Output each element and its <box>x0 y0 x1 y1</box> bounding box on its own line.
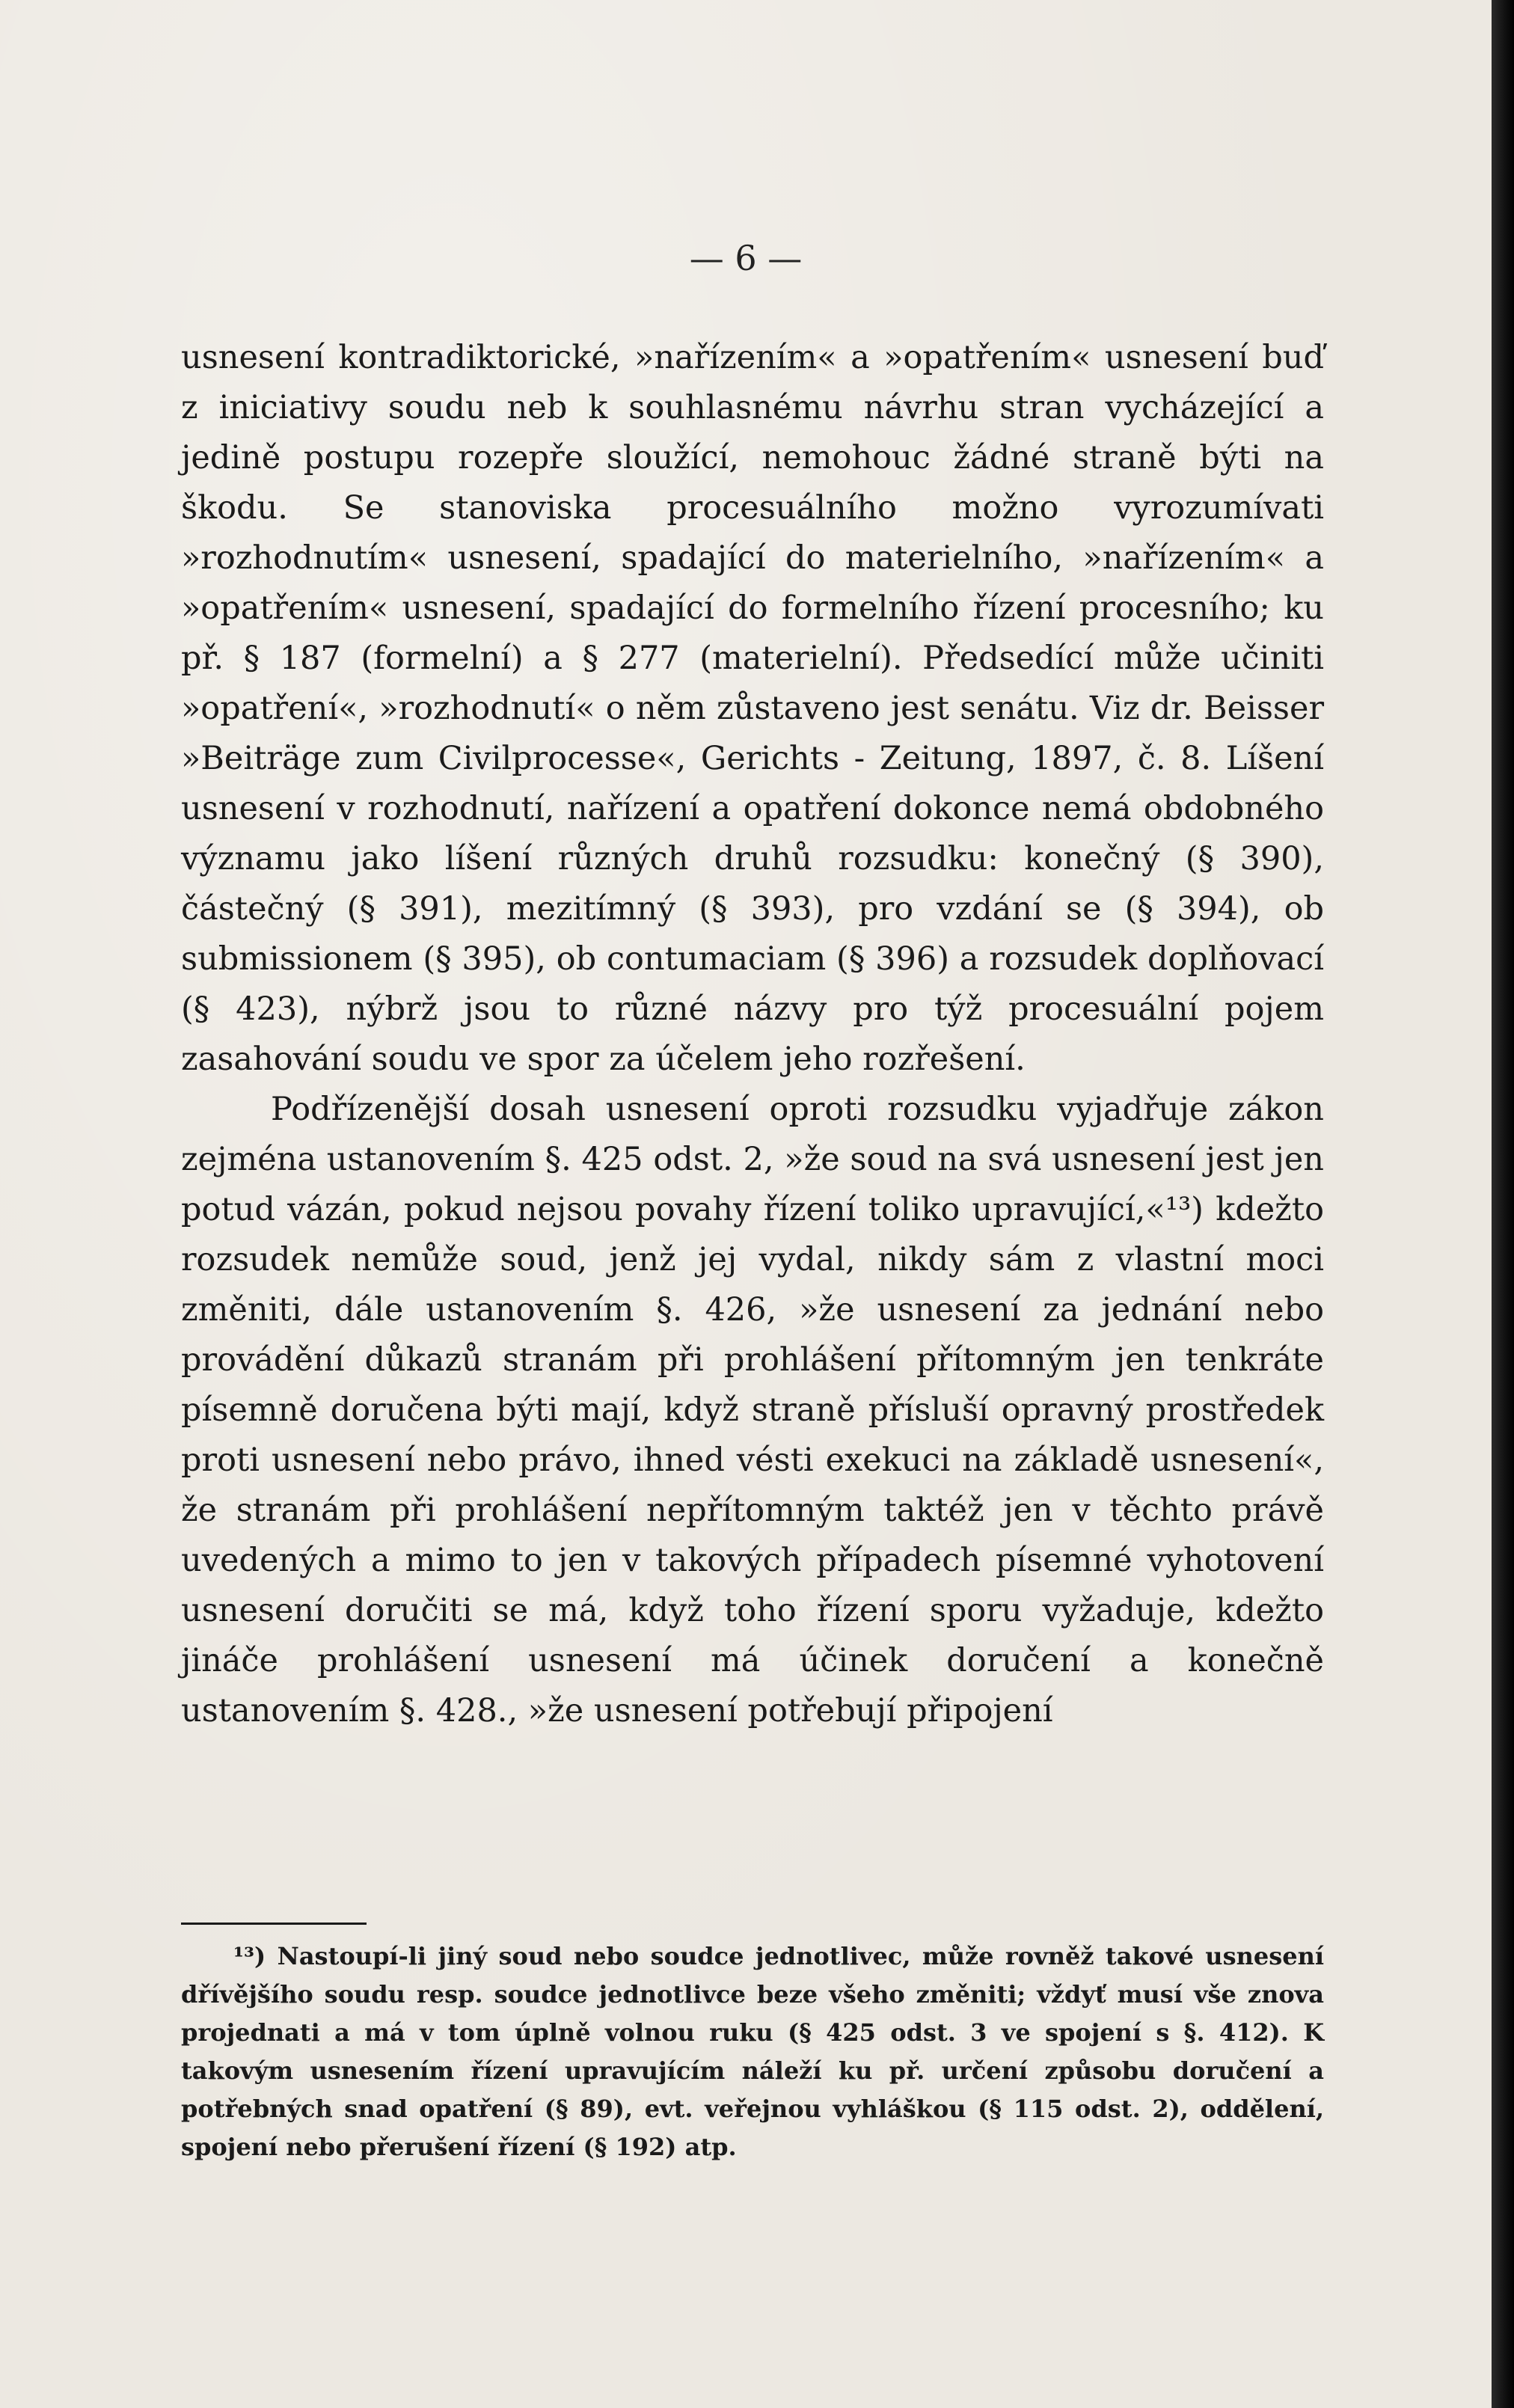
paragraph: Podřízenější dosah usnesení oproti rozsudku vyjadřuje zákon zejména ustanovením §. 425 odst. 2, »že soud na svá usnesení jest jen potud vázán, pokud nejsou povahy řízení toliko upravující,«¹³) kdežto rozsudek nemůže soud, jenž jej vydal, nikdy sám z vlastní moci změniti, dále ustanovením §. 426, »že usnesení za jednání nebo provádění důkazů stranám při prohlášení přítomným jen tenkráte písemně doručena býti mají, když straně přísluší opravný prostředek proti usnesení nebo právo, ihned vésti exekuci na základě usnesení«, že stranám při prohlášení nepřítomným taktéž jen v těchto právě uvedených a mimo to jen v takových případech písemné vyhotovení usnesení doručiti se má, když toho řízení sporu vyžaduje, kdežto jináče prohlášení usnesení má účinek doručení a konečně ustanovením §. 428., »že usnesení potřebují připojení <box>181 1091 1324 1730</box>
scan-edge <box>1492 0 1514 2408</box>
paragraph: usnesení kontradiktorické, »nařízením« a »opatřením« usnesení buď z iniciativy soudu neb k souhlasnému návrhu stran vycházející a jedině postupu rozepře sloužící, nemohouc žádné straně býti na škodu. Se stanoviska procesuálního možno vyrozumívati »rozhodnutím« usnesení, spadající do materielního, »nařízením« a »opatřením« usnesení, spadající do formelního řízení procesního; ku př. § 187 (formelní) a § 277 (materielní). Předsedící může učiniti »opatření«, »rozhodnutí« o něm zůstaveno jest senátu. Viz dr. Beisser »Beiträge zum Civilprocesse«, Gerichts - Zeitung, 1897, č. 8. Líšení usnesení v rozhodnutí, nařízení a opatření dokonce nemá obdobného významu jako líšení různých druhů rozsudku: konečný (§ 390), částečný (§ 391), mezitímný (§ 393), pro vzdání se (§ 394), ob submissionem (§ 395), ob contumaciam (§ 396) a rozsudek doplňovací (§ 423), nýbrž jsou to různé názvy pro týž procesuální pojem zasahování soudu ve spor za účelem jeho rozřešení. <box>181 339 1324 1078</box>
footnote-13: ¹³) Nastoupí-li jiný soud nebo soudce jednotlivec, může rovněž takové usnesení dřívějšího soudu resp. soudce jednotlivce beze všeho změniti; vždyť musí vše znova projednati a má v tom úplně volnou ruku (§ 425 odst. 3 ve spojení s §. 412). K takovým usnesením řízení upravujícím náleží ku př. určení způsobu doručení a potřebných snad opatření (§ 89), evt. veřejnou vyhláškou (§ 115 odst. 2), oddělení, spojení nebo přerušení řízení (§ 192) atp. <box>181 1942 1324 2161</box>
footnotes <box>181 1937 1324 2166</box>
footnote-separator <box>181 1923 367 1925</box>
main-text <box>181 333 1324 1736</box>
page-number: — 6 — <box>689 238 803 278</box>
